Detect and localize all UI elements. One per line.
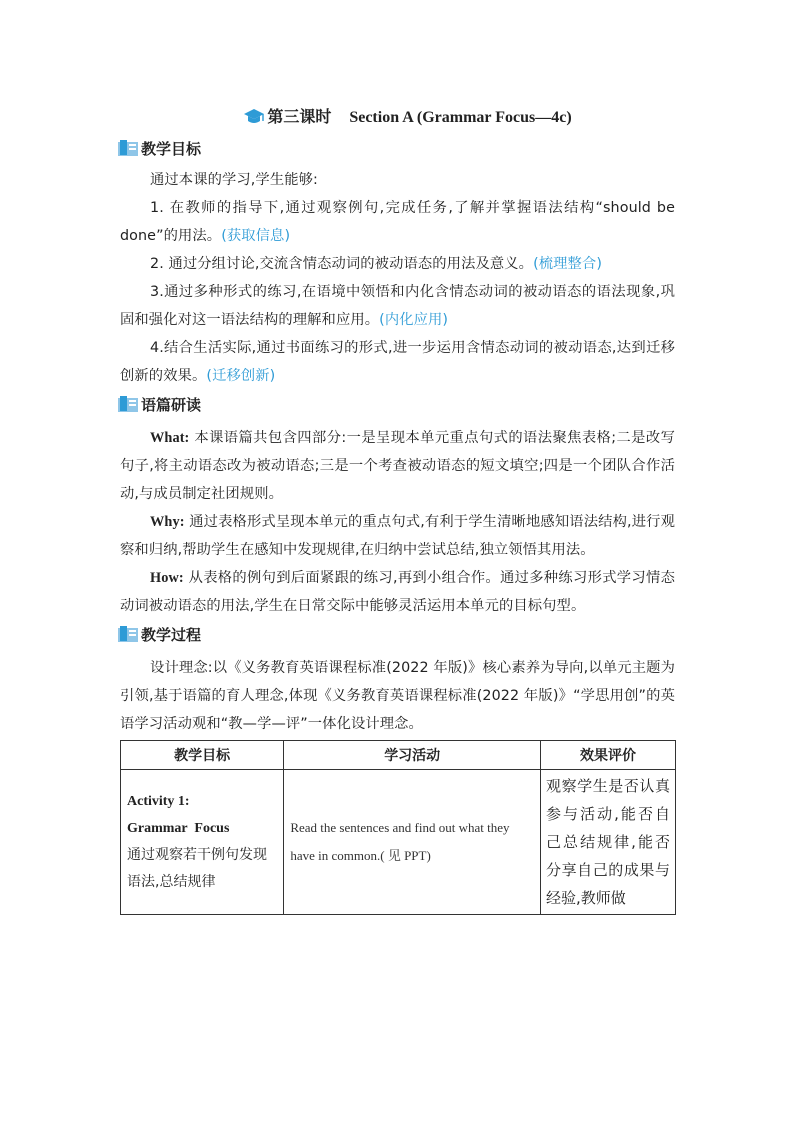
title-zh: 第三课时 bbox=[267, 107, 332, 126]
analysis-how: How: 从表格的例句到后面紧跟的练习,再到小组合作。通过多种练习形式学习情态动词被动语态的用法,学生在日常交际中能够灵活运用本单元的目标句型。 bbox=[120, 570, 675, 614]
section-heading-objectives bbox=[118, 134, 675, 162]
section-heading-analysis bbox=[118, 390, 675, 418]
graduation-cap-icon bbox=[243, 104, 265, 138]
activity-label: Activity 1: bbox=[127, 794, 190, 809]
document-page bbox=[120, 100, 675, 915]
section-title: 语篇研读 bbox=[141, 395, 202, 414]
objectives-intro: 通过本课的学习,学生能够: bbox=[150, 172, 318, 188]
section-heading-process bbox=[118, 620, 675, 648]
analysis-why: Why: 通过表格形式呈现本单元的重点句式,有利于学生清晰地感知语法结构,进行观察和归纳,帮助学生在感知中发现规律,在归纳中尝试总结,独立领悟其用法。 bbox=[120, 514, 675, 558]
objective-item-2: 2. 通过分组讨论,交流含情态动词的被动语态的用法及意义。(梳理整合) bbox=[150, 256, 603, 272]
why-label: Why: bbox=[150, 514, 185, 530]
how-label: How: bbox=[150, 570, 184, 586]
table-header-row bbox=[121, 741, 676, 770]
title-en: Section A (Grammar Focus—4c) bbox=[349, 109, 572, 126]
activity-cell: Read the sentences and find out what they have in common.( 见 PPT) bbox=[284, 770, 541, 915]
objective-tag: (梳理整合) bbox=[533, 256, 603, 272]
book-section-icon bbox=[118, 140, 138, 157]
goal-text: 通过观察若干例句发现语法,总结规律 bbox=[127, 847, 267, 890]
page-title bbox=[140, 100, 675, 134]
objective-item-1: 1. 在教师的指导下,通过观察例句,完成任务,了解并掌握语法结构“should be done”的用法。(获取信息) bbox=[120, 200, 675, 244]
objective-tag: (获取信息) bbox=[221, 228, 291, 244]
section-title: 教学过程 bbox=[141, 625, 202, 644]
objective-item-4: 4.结合生活实际,通过书面练习的形式,进一步运用含情态动词的被动语态,达到迁移创新的效果。(迁移创新) bbox=[120, 340, 675, 384]
book-section-icon bbox=[118, 396, 138, 413]
objective-item-3: 3.通过多种形式的练习,在语境中领悟和内化含情态动词的被动语态的语法现象,巩固和强化对这一语法结构的理解和应用。(内化应用) bbox=[120, 284, 675, 328]
goal-cell bbox=[121, 770, 284, 915]
table-header: 效果评价 bbox=[541, 741, 676, 770]
table-header: 教学目标 bbox=[121, 741, 284, 770]
section-title: 教学目标 bbox=[141, 139, 202, 158]
objective-tag: (内化应用) bbox=[379, 312, 449, 328]
lesson-plan-table bbox=[120, 740, 676, 915]
objective-tag: (迁移创新) bbox=[206, 368, 276, 384]
book-section-icon bbox=[118, 626, 138, 643]
analysis-what: What: 本课语篇共包含四部分:一是呈现本单元重点句式的语法聚焦表格;二是改写句子,将主动语态改为被动语态;三是一个考查被动语态的短文填空;四是一个团队合作活动,与成员制定社团规则。 bbox=[120, 430, 675, 502]
what-label: What: bbox=[150, 430, 190, 446]
table-row bbox=[121, 770, 676, 915]
process-intro: 设计理念:以《义务教育英语课程标准(2022 年版)》核心素养为导向,以单元主题为引领,基于语篇的育人理念,体现《义务教育英语课程标准(2022 年版)》“学思用创”的英语学习活动观和“教—学—评”一体化设计理念。 bbox=[120, 660, 675, 732]
table-header: 学习活动 bbox=[284, 741, 541, 770]
activity-name: Grammar Focus bbox=[127, 821, 230, 836]
evaluation-cell: 观察学生是否认真参与活动,能否自己总结规律,能否分享自己的成果与经验,教师做 bbox=[541, 770, 676, 915]
